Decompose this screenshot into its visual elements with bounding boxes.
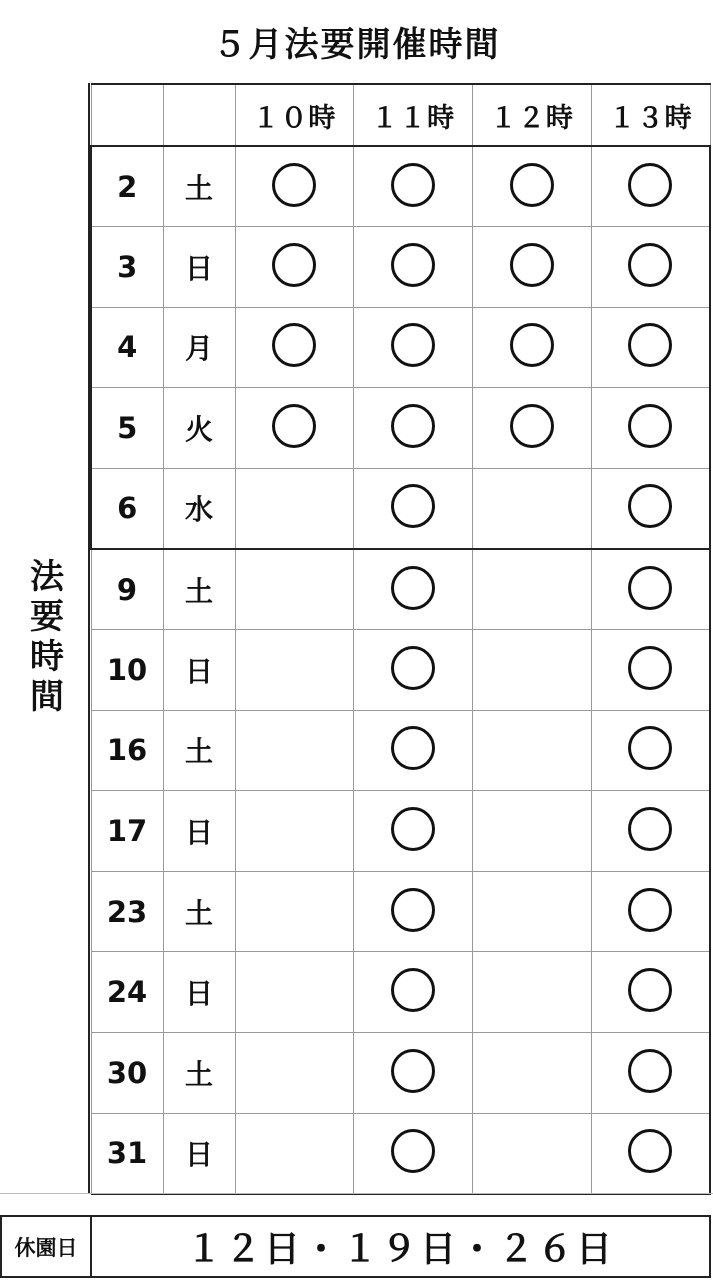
circle-icon	[628, 243, 672, 287]
slot-cell	[591, 630, 710, 711]
slot-cell	[473, 307, 592, 388]
table-row	[91, 1113, 710, 1194]
table-row	[91, 791, 710, 872]
circle-icon	[272, 404, 316, 448]
slot-cell	[591, 871, 710, 952]
slot-cell	[354, 871, 473, 952]
slot-cell	[354, 1113, 473, 1194]
schedule-table	[90, 83, 711, 1195]
table-row	[91, 227, 710, 308]
closed-days-label: 休園日	[2, 1217, 92, 1276]
row-date: 31	[91, 1113, 163, 1194]
slot-cell	[235, 227, 354, 308]
circle-icon	[391, 807, 435, 851]
circle-icon	[628, 726, 672, 770]
slot-cell	[473, 952, 592, 1033]
circle-icon	[628, 566, 672, 610]
row-date: 6	[91, 468, 163, 549]
slot-cell	[473, 388, 592, 469]
circle-icon	[628, 163, 672, 207]
circle-icon	[391, 243, 435, 287]
slot-cell	[591, 227, 710, 308]
row-date: 23	[91, 871, 163, 952]
circle-icon	[391, 726, 435, 770]
circle-icon	[510, 243, 554, 287]
circle-icon	[391, 1049, 435, 1093]
closed-days-row	[0, 1215, 711, 1278]
circle-icon	[272, 163, 316, 207]
table-row	[91, 549, 710, 630]
slot-cell	[354, 710, 473, 791]
slot-cell	[473, 871, 592, 952]
header-date	[91, 84, 163, 146]
circle-icon	[391, 888, 435, 932]
slot-cell	[235, 952, 354, 1033]
slot-cell	[591, 549, 710, 630]
slot-cell	[591, 952, 710, 1033]
slot-cell	[235, 549, 354, 630]
slot-cell	[354, 1033, 473, 1114]
header-row	[91, 84, 710, 146]
slot-cell	[235, 791, 354, 872]
table-row	[91, 146, 710, 227]
table-row	[91, 1033, 710, 1114]
slot-cell	[235, 710, 354, 791]
slot-cell	[354, 227, 473, 308]
circle-icon	[628, 646, 672, 690]
slot-cell	[591, 146, 710, 227]
row-day-of-week: 土	[163, 1033, 235, 1114]
circle-icon	[391, 323, 435, 367]
slot-cell	[473, 468, 592, 549]
slot-cell	[591, 710, 710, 791]
slot-cell	[473, 146, 592, 227]
table-row	[91, 710, 710, 791]
closed-days-value: １２日・１９日・２６日	[185, 1229, 615, 1270]
row-date: 17	[91, 791, 163, 872]
row-day-of-week: 日	[163, 1113, 235, 1194]
header-12: １２時	[473, 84, 592, 146]
header-13: １３時	[591, 84, 710, 146]
schedule-body	[91, 146, 710, 1194]
row-day-of-week: 水	[163, 468, 235, 549]
slot-cell	[235, 307, 354, 388]
row-date: 9	[91, 549, 163, 630]
slot-cell	[354, 630, 473, 711]
row-date: 30	[91, 1033, 163, 1114]
circle-icon	[510, 404, 554, 448]
slot-cell	[473, 630, 592, 711]
slot-cell	[354, 146, 473, 227]
row-date: 5	[91, 388, 163, 469]
header-11: １１時	[354, 84, 473, 146]
table-row	[91, 388, 710, 469]
page-title: ５月法要開催時間	[212, 24, 501, 65]
side-label: 法要時間	[23, 558, 64, 718]
row-date: 10	[91, 630, 163, 711]
circle-icon	[510, 323, 554, 367]
slot-cell	[354, 952, 473, 1033]
circle-icon	[391, 484, 435, 528]
slot-cell	[354, 468, 473, 549]
row-day-of-week: 日	[163, 952, 235, 1033]
slot-cell	[473, 227, 592, 308]
row-day-of-week: 月	[163, 307, 235, 388]
circle-icon	[272, 323, 316, 367]
slot-cell	[235, 1033, 354, 1114]
row-day-of-week: 日	[163, 227, 235, 308]
row-date: 3	[91, 227, 163, 308]
slot-cell	[591, 1033, 710, 1114]
slot-cell	[235, 630, 354, 711]
circle-icon	[628, 888, 672, 932]
row-day-of-week: 日	[163, 630, 235, 711]
header-dow	[163, 84, 235, 146]
circle-icon	[391, 163, 435, 207]
row-day-of-week: 土	[163, 710, 235, 791]
slot-cell	[473, 791, 592, 872]
slot-cell	[473, 710, 592, 791]
slot-cell	[354, 307, 473, 388]
circle-icon	[628, 968, 672, 1012]
circle-icon	[391, 968, 435, 1012]
slot-cell	[591, 307, 710, 388]
row-date: 16	[91, 710, 163, 791]
circle-icon	[628, 484, 672, 528]
slot-cell	[235, 871, 354, 952]
circle-icon	[391, 404, 435, 448]
circle-icon	[391, 646, 435, 690]
circle-icon	[391, 1129, 435, 1173]
slot-cell	[591, 388, 710, 469]
slot-cell	[591, 1113, 710, 1194]
row-date: 24	[91, 952, 163, 1033]
row-day-of-week: 土	[163, 871, 235, 952]
header-10: １０時	[235, 84, 354, 146]
side-label-cell	[0, 83, 90, 1193]
row-day-of-week: 土	[163, 549, 235, 630]
slot-cell	[473, 1113, 592, 1194]
circle-icon	[510, 163, 554, 207]
row-date: 4	[91, 307, 163, 388]
circle-icon	[628, 1129, 672, 1173]
table-row	[91, 871, 710, 952]
circle-icon	[391, 566, 435, 610]
circle-icon	[628, 404, 672, 448]
divider	[0, 1193, 713, 1216]
circle-icon	[628, 807, 672, 851]
slot-cell	[591, 791, 710, 872]
table-row	[91, 630, 710, 711]
row-day-of-week: 日	[163, 791, 235, 872]
row-day-of-week: 土	[163, 146, 235, 227]
slot-cell	[473, 1033, 592, 1114]
slot-cell	[235, 146, 354, 227]
slot-cell	[354, 388, 473, 469]
table-row	[91, 468, 710, 549]
slot-cell	[235, 1113, 354, 1194]
slot-cell	[473, 549, 592, 630]
table-row	[91, 952, 710, 1033]
slot-cell	[591, 468, 710, 549]
circle-icon	[628, 1049, 672, 1093]
slot-cell	[235, 468, 354, 549]
table-row	[91, 307, 710, 388]
slot-cell	[354, 791, 473, 872]
slot-cell	[354, 549, 473, 630]
row-day-of-week: 火	[163, 388, 235, 469]
row-date: 2	[91, 146, 163, 227]
circle-icon	[628, 323, 672, 367]
circle-icon	[272, 243, 316, 287]
slot-cell	[235, 388, 354, 469]
